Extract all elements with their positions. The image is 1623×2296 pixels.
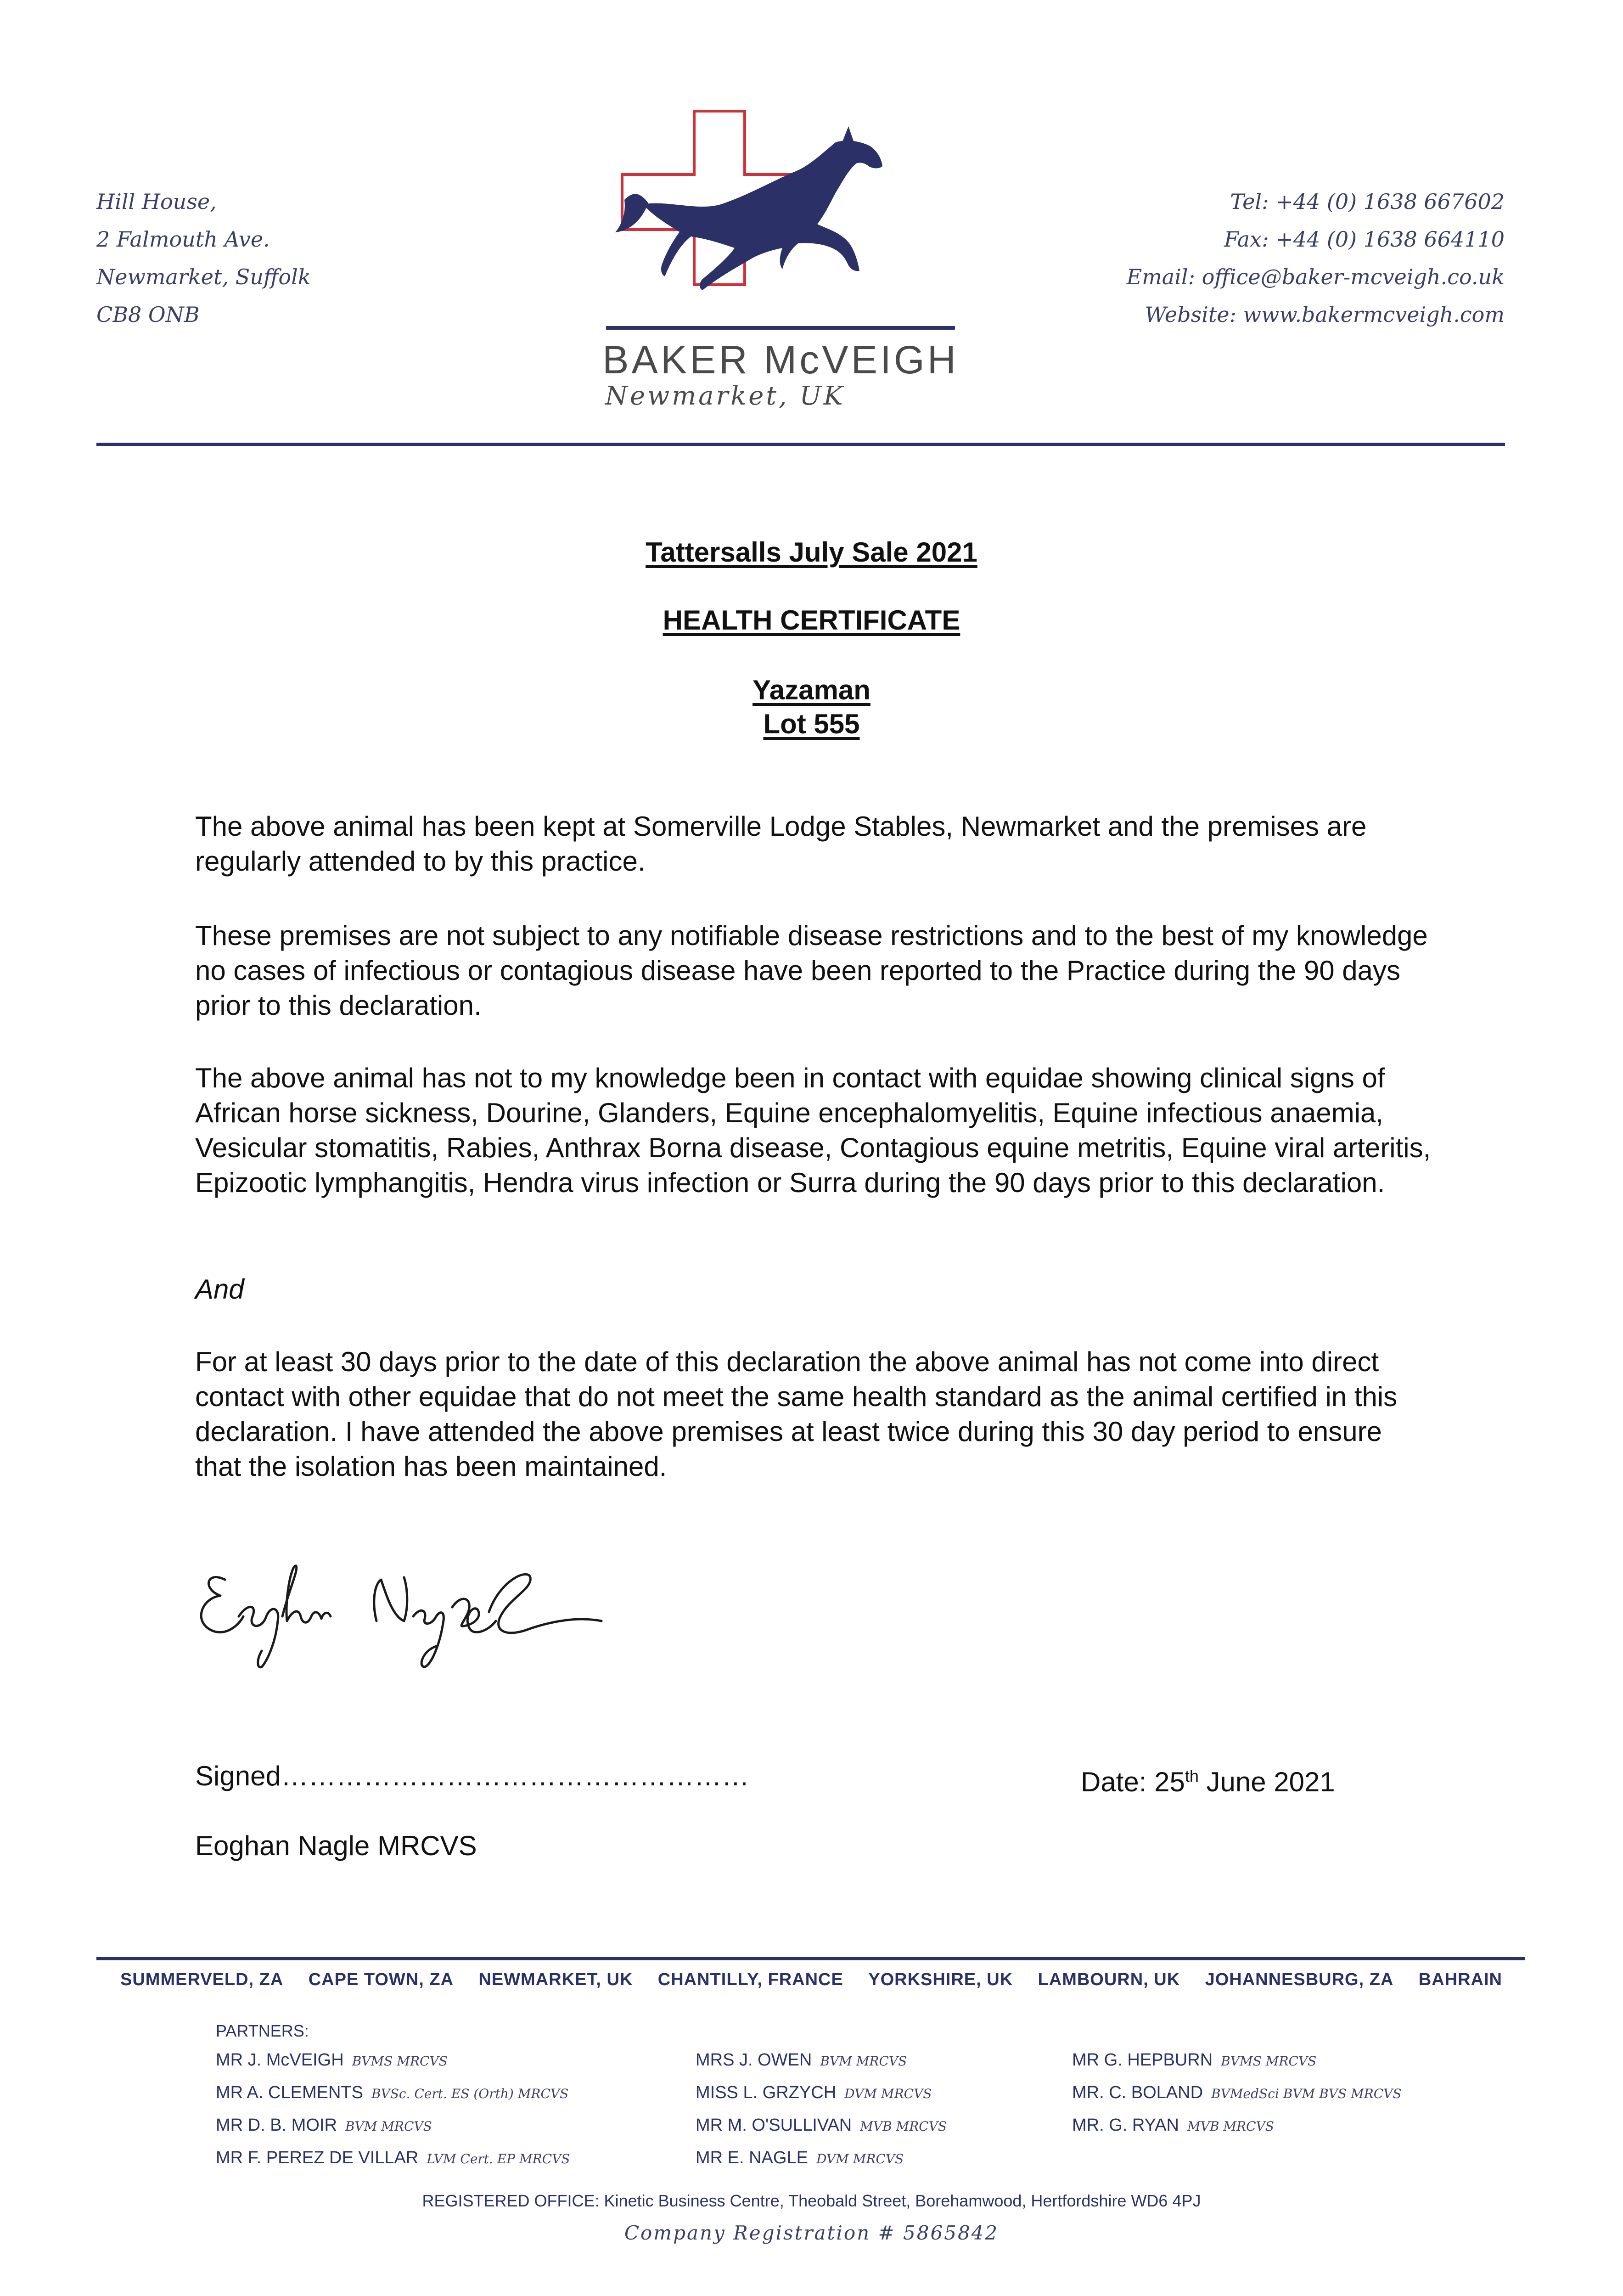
sale-title: Tattersalls July Sale 2021 [646, 537, 977, 568]
partner-qualifications: BVMS MRCVS [1221, 2054, 1317, 2069]
office-location: BAHRAIN [1418, 1970, 1502, 1989]
footer-divider [96, 1957, 1525, 1960]
partner-name: MISS L. GRZYCH [696, 2083, 837, 2102]
partner-entry [1072, 2077, 1402, 2110]
partner-name: MR. G. RYAN [1072, 2116, 1179, 2135]
partner-qualifications: BVMedSci BVM BVS MRCVS [1211, 2086, 1402, 2101]
registered-office: REGISTERED OFFICE: Kinetic Business Centre, Theobald Street, Borehamwood, Hertfordshire WD6 4PJ [422, 2191, 1201, 2210]
partners-column-3 [1072, 2044, 1402, 2142]
date-text: Date: 25 [1081, 1767, 1185, 1797]
phone-line: Tel: +44 (0) 1638 667602 [1230, 189, 1505, 214]
company-registration: Company Registration # 5865842 [624, 2222, 999, 2244]
paragraph-contact [195, 1061, 1435, 1200]
office-location: CAPE TOWN, ZA [308, 1970, 454, 1989]
partner-name: MR G. HEPBURN [1072, 2050, 1213, 2070]
office-locations [120, 1970, 1502, 1990]
signed-line: Signed…………………………………………… [195, 1761, 749, 1791]
paragraph-text: The above animal has not to my knowledge been in contact with equidae showing clinical signs of African horse sickness, Dourine, Glanders, Equine encephalomyelitis, Equine infectious anaemia, Vesicular stomatitis, Rabies, Anthrax Borna disease, Contagious equine metritis, Equine viral arteritis, Epizootic lymphangitis, Hendra virus infection or Surra during the 90 days prior to this declaration. [195, 1063, 1431, 1198]
certificate-date [1081, 1759, 1448, 1800]
address-line: 2 Falmouth Ave. [96, 227, 270, 252]
brand-name: BAKER McVEIGH [602, 338, 959, 382]
email-line: Email: office@baker-mcveigh.co.uk [1126, 264, 1505, 289]
office-location: LAMBOURN, UK [1038, 1970, 1180, 1989]
partner-name: MR D. B. MOIR [216, 2116, 337, 2135]
partner-qualifications: DVM MRCVS [816, 2151, 904, 2167]
partner-entry [696, 2142, 947, 2175]
partner-name: MR J. McVEIGH [216, 2050, 344, 2070]
partner-entry [216, 2110, 570, 2142]
website-line: Website: www.bakermcveigh.com [1145, 302, 1505, 327]
partner-entry [1072, 2110, 1402, 2142]
certificate-title: HEALTH CERTIFICATE [663, 605, 960, 636]
partner-name: MR E. NAGLE [696, 2148, 808, 2167]
fax-line: Fax: +44 (0) 1638 664110 [1224, 227, 1505, 252]
partners-column-2 [696, 2044, 947, 2175]
paragraph-text: These premises are not subject to any notifiable disease restrictions and to the best of my knowledge no cases of infectious or contagious disease have been reported to the Practice during the 90 days prior to this declaration. [195, 920, 1428, 1021]
baker-mcveigh-logo [597, 106, 964, 344]
partner-name: MR A. CLEMENTS [216, 2083, 363, 2102]
paragraph-premises [195, 809, 1435, 879]
office-location: CHANTILLY, FRANCE [657, 1970, 843, 1989]
paragraph-text: For at least 30 days prior to the date of this declaration the above animal has not come into direct contact with other equidae that do not meet the same health standard as the animal certified in this declaration. I have attended the above premises at least twice during this 30 day period to ensure that the isolation has been maintained. [195, 1346, 1398, 1482]
partners-heading: PARTNERS: [216, 2021, 309, 2040]
partner-name: MR M. O'SULLIVAN [696, 2116, 852, 2135]
partners-column-1 [216, 2044, 570, 2175]
brand-location: Newmarket, UK [605, 381, 845, 411]
partner-entry [216, 2142, 570, 2175]
date-text-suffix: June 2021 [1198, 1767, 1335, 1797]
partner-entry [1072, 2044, 1402, 2077]
partner-entry [696, 2110, 947, 2142]
partner-entry [216, 2044, 570, 2077]
address-line: Hill House, [96, 189, 217, 214]
paragraph-isolation [195, 1345, 1435, 1484]
office-location: YORKSHIRE, UK [868, 1970, 1013, 1989]
partner-qualifications: BVMS MRCVS [352, 2054, 448, 2069]
partner-qualifications: BVM MRCVS [820, 2054, 907, 2069]
partner-entry [696, 2044, 947, 2077]
header-divider [96, 443, 1505, 446]
partner-entry [216, 2077, 570, 2110]
practice-address [96, 183, 311, 333]
paragraph-restrictions [195, 918, 1435, 1023]
partner-name: MR. C. BOLAND [1072, 2083, 1203, 2102]
horse-name: Yazaman [753, 675, 870, 705]
partner-entry [696, 2077, 947, 2110]
office-location: NEWMARKET, UK [478, 1970, 633, 1989]
partner-qualifications: BVSc. Cert. ES (Orth) MRCVS [371, 2086, 569, 2101]
office-location: SUMMERVELD, ZA [120, 1970, 284, 1989]
partner-qualifications: DVM MRCVS [844, 2086, 932, 2101]
date-ordinal: th [1185, 1767, 1199, 1785]
conjunction: And [195, 1274, 244, 1305]
partner-name: MRS J. OWEN [696, 2050, 812, 2070]
address-line: CB8 ONB [96, 302, 200, 327]
partner-qualifications: LVM Cert. EP MRCVS [427, 2151, 570, 2167]
partner-name: MR F. PEREZ DE VILLAR [216, 2148, 419, 2167]
address-line: Newmarket, Suffolk [96, 264, 311, 289]
partner-qualifications: BVM MRCVS [345, 2119, 432, 2134]
partner-qualifications: MVB MRCVS [860, 2119, 947, 2134]
contact-details [1127, 183, 1505, 333]
partner-qualifications: MVB MRCVS [1187, 2119, 1274, 2134]
horse-icon [643, 141, 882, 290]
paragraph-text: The above animal has been kept at Somerville Lodge Stables, Newmarket and the premises are regularly attended to by this practice. [195, 811, 1367, 877]
signatory-name: Eoghan Nagle MRCVS [195, 1830, 477, 1861]
lot-number: Lot 555 [763, 709, 860, 739]
handwritten-signature [188, 1552, 611, 1676]
office-location: JOHANNESBURG, ZA [1205, 1970, 1394, 1989]
